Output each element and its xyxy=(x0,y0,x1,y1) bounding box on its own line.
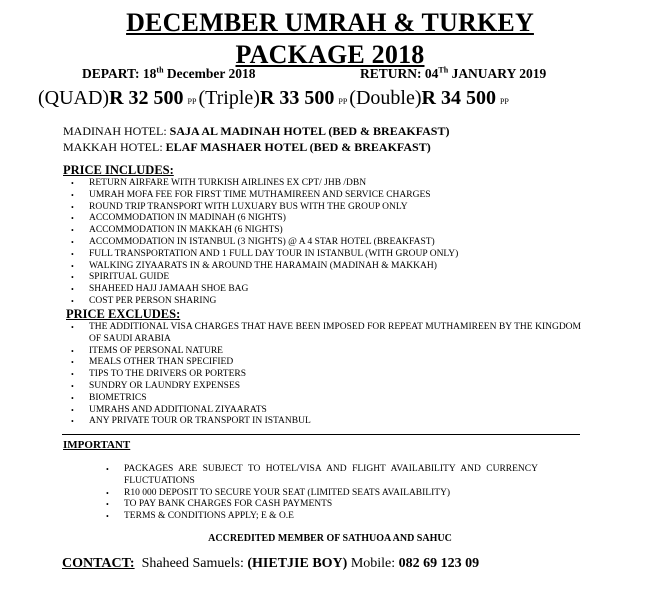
list-item: • ACCOMMODATION IN MADINAH (6 NIGHTS) xyxy=(63,213,583,225)
return-date-suffix: Th xyxy=(438,65,449,75)
triple-label: (Triple) xyxy=(198,87,260,109)
page-title-line2: PACKAGE 2018 xyxy=(235,40,425,69)
list-item: • SUNDRY OR LAUNDRY EXPENSES xyxy=(63,381,581,393)
list-item: • ACCOMMODATION IN ISTANBUL (3 NIGHTS) @ A 4 STAR HOTEL (BREAKFAST) xyxy=(63,237,583,249)
return-date-rest: JANUARY 2019 xyxy=(448,66,547,81)
includes-heading: PRICE INCLUDES: xyxy=(63,163,174,177)
contact-mobile: 082 69 123 09 xyxy=(398,556,480,571)
return-date xyxy=(360,66,546,82)
price-line xyxy=(38,86,511,114)
list-item: • WALKING ZIYAARATS IN & AROUND THE HARAMAIN (MADINAH & MAKKAH) xyxy=(63,261,583,273)
contact-nickname: (HIETJIE BOY) xyxy=(247,556,348,571)
triple-pp: PP xyxy=(338,97,348,106)
double-pp: PP xyxy=(499,97,509,106)
triple-price: R 33 500 xyxy=(259,87,335,109)
list-item: • MEALS OTHER THAN SPECIFIED xyxy=(63,357,581,369)
list-item: • UMRAH MOFA FEE FOR FIRST TIME MUTHAMIREEN AND SERVICE CHARGES xyxy=(63,190,583,202)
hotels-block xyxy=(63,123,449,155)
madinah-hotel-name: SAJA AL MADINAH HOTEL (BED & BREAKFAST) xyxy=(169,124,450,138)
list-item: • SHAHEED HAJJ JAMAAH SHOE BAG xyxy=(63,284,583,296)
makkah-hotel-label: MAKKAH HOTEL: xyxy=(63,140,166,154)
excludes-heading: PRICE EXCLUDES: xyxy=(66,307,181,321)
contact-line xyxy=(62,555,479,573)
list-item: • BIOMETRICS xyxy=(63,393,581,405)
depart-date-suffix: th xyxy=(156,65,164,75)
quad-pp: PP xyxy=(187,97,197,106)
list-item: • ACCOMMODATION IN MAKKAH (6 NIGHTS) xyxy=(63,225,583,237)
excludes-list xyxy=(63,322,581,428)
important-heading: IMPORTANT xyxy=(63,439,131,451)
contact-name: Shaheed Samuels: xyxy=(134,556,248,571)
list-item: • PACKAGES ARE SUBJECT TO HOTEL/VISA AND FLIGHT AVAILABILITY AND CURRENCY FLUCTUATIONS xyxy=(98,464,538,488)
list-item: • ROUND TRIP TRANSPORT WITH LUXUARY BUS WITH THE GROUP ONLY xyxy=(63,202,583,214)
section-divider xyxy=(62,434,580,435)
depart-date-rest: December 2018 xyxy=(163,66,256,81)
quad-label: (QUAD) xyxy=(38,87,110,109)
includes-list xyxy=(63,178,583,308)
list-item: • FULL TRANSPORTATION AND 1 FULL DAY TOUR IN ISTANBUL (WITH GROUP ONLY) xyxy=(63,249,583,261)
list-item: • ITEMS OF PERSONAL NATURE xyxy=(63,346,581,358)
list-item: • SPIRITUAL GUIDE xyxy=(63,272,583,284)
list-item: • TIPS TO THE DRIVERS OR PORTERS xyxy=(63,369,581,381)
quad-price: R 32 500 xyxy=(109,87,184,109)
list-item: • UMRAHS AND ADDITIONAL ZIYAARATS xyxy=(63,405,581,417)
list-item: • THE ADDITIONAL VISA CHARGES THAT HAVE BEEN IMPOSED FOR REPEAT MUTHAMIREEN BY THE KINGDOM OF SAUDI ARABIA xyxy=(63,322,581,346)
contact-mobile-label: Mobile: xyxy=(347,556,399,571)
list-item: • TERMS & CONDITIONS APPLY; E & O.E xyxy=(98,511,538,523)
double-label: (Double) xyxy=(349,87,422,109)
important-list xyxy=(98,464,538,523)
list-item: • ANY PRIVATE TOUR OR TRANSPORT IN ISTANBUL xyxy=(63,416,581,428)
page-title-line1: DECEMBER UMRAH & TURKEY xyxy=(126,8,534,37)
list-item: • R10 000 DEPOSIT TO SECURE YOUR SEAT (LIMITED SEATS AVAILABILITY) xyxy=(98,488,538,500)
madinah-hotel-label: MADINAH HOTEL: xyxy=(63,124,170,138)
double-price: R 34 500 xyxy=(421,87,496,109)
accreditation-note: ACCREDITED MEMBER OF SATHUOA AND SAHUC xyxy=(208,533,452,544)
makkah-hotel xyxy=(63,139,449,155)
list-item: • COST PER PERSON SHARING xyxy=(63,296,583,308)
depart-date-label: DEPART: 18 xyxy=(82,66,157,81)
list-item: • TO PAY BANK CHARGES FOR CASH PAYMENTS xyxy=(98,499,538,511)
depart-date xyxy=(82,66,256,82)
makkah-hotel-name: ELAF MASHAER HOTEL (BED & BREAKFAST) xyxy=(165,140,431,154)
list-item: • RETURN AIRFARE WITH TURKISH AIRLINES EX CPT/ JHB /DBN xyxy=(63,178,583,190)
contact-label: CONTACT: xyxy=(62,556,135,571)
madinah-hotel xyxy=(63,123,449,139)
return-date-label: RETURN: 04 xyxy=(360,66,439,81)
